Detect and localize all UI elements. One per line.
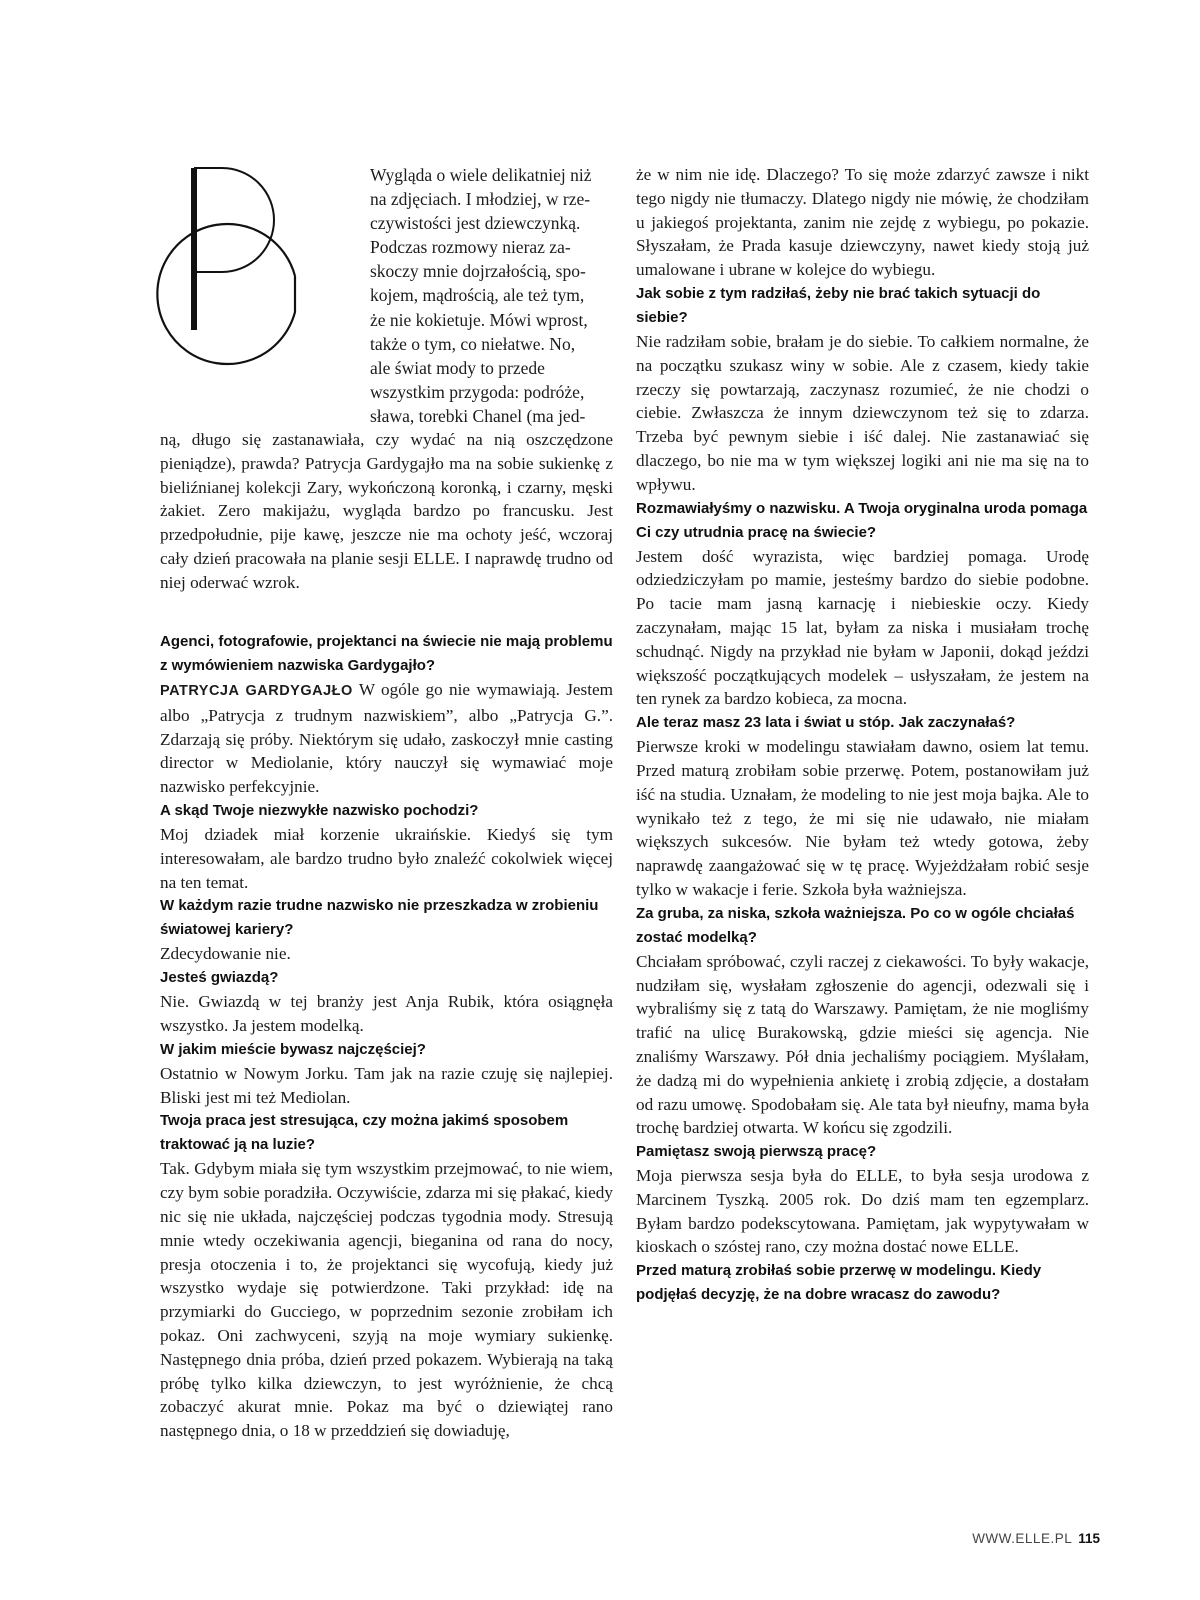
interview-answer bbox=[160, 678, 613, 799]
lead-line: Wygląda o wiele delikatniej niż bbox=[370, 165, 592, 185]
interview-answer: Zdecydowanie nie. bbox=[160, 944, 291, 964]
interview-answer: Ostatnio w Nowym Jorku. Tam jak na razie czuję się najlepiej. Bliski jest mi też Mediolan. bbox=[160, 1063, 613, 1107]
interview-column-right bbox=[636, 163, 1089, 1307]
interview-question: Agenci, fotografowie, projektanci na świecie nie mają problemu z wymówieniem nazwiska Gardygajło? bbox=[160, 633, 613, 674]
lead-line: także o tym, co niełatwe. No, bbox=[370, 333, 576, 354]
interview-column-left bbox=[160, 630, 613, 1443]
interview-answer: Nie radziłam sobie, brałam je do siebie. To całkiem normalne, że na początku szukasz winy w sobie. Ale z czasem, kiedy takie rzeczy się powtarzają, zaczynasz rozumieć, że nie chodzi o ciebie. Zwłaszcza że innym dziewczynom też się to zdarza. Trzeba być pewnym siebie i iść dalej. Nie zastanawiać się dlaczego, bo nie ma w tym większej logiki ani nie ma się na to wpływu. bbox=[636, 331, 1089, 494]
lead-line: skoczy mnie dojrzałością, spo- bbox=[370, 261, 586, 282]
interview-question: Twoja praca jest stresująca, czy można jakimś sposobem traktować ją na luzie? bbox=[160, 1112, 569, 1154]
interview-answer: Pierwsze kroki w modelingu stawiałam dawno, osiem lat temu. Przed maturą zrobiłam sobie przerwę. Potem, postanowiłam już iść na studia. Uznałam, że modeling to nie jest moja bajka. Ale to wynikało też z tego, że mi się nie udawało, nie miałam większych sukcesów. Nie byłam też wtedy gotowa, żeby naprawdę zaangażować się w tę pracę. Wyjeżdżałam robić sesje tylko w wakacje i ferie. Szkoła była ważniejsza. bbox=[636, 737, 1089, 899]
interview-question: Pamiętasz swoją pierwszą pracę? bbox=[636, 1143, 877, 1161]
interview-question: W jakim mieście bywasz najczęściej? bbox=[160, 1040, 426, 1058]
interview-question: Ale teraz masz 23 lata i świat u stóp. Jak zaczynałaś? bbox=[636, 714, 1016, 732]
lead-line: wszystkim przygoda: podróże, bbox=[370, 381, 585, 402]
interview-question: W każdym razie trudne nazwisko nie przeszkadza w zrobieniu światowej kariery? bbox=[160, 897, 599, 939]
interview-question: Przed maturą zrobiłaś sobie przerwę w modelingu. Kiedy podjęłaś decyzję, że na dobre wracasz do zawodu? bbox=[636, 1262, 1042, 1304]
interview-question: Jesteś gwiazdą? bbox=[160, 969, 279, 987]
lead-paragraph bbox=[160, 163, 613, 595]
lead-paragraph-rest: ną, długo się zastanawiała, czy wydać na nią oszczędzone pieniądze), prawda? Patrycja Gardygajło ma na sobie sukienkę z bieliźnianej kolekcji Zary, wykończoną koronką, i czarny, męski żakiet. Zero makijażu, wygląda bardzo po francusku. Jest przedpołudnie, pije kawę, jeszcze nie ma ochoty jeść, wczoraj cały dzień pracowała na planie sesji ELLE. I naprawdę trudno od niej oderwać wzrok. bbox=[160, 430, 613, 592]
lead-line: ale świat mody to przede bbox=[370, 357, 545, 378]
lead-line: czywistości jest dziewczynką. bbox=[370, 213, 581, 234]
page-number: 115 bbox=[1078, 1531, 1100, 1546]
interview-answer: Moja pierwsza sesja była do ELLE, to była sesja urodowa z Marcinem Tyszką. 2005 rok. Do dziś mam ten egzemplarz. Byłam bardzo podekscytowana. Pamiętam, jak wypytywałam w kioskach o szóstej rano, czy można dostać nowe ELLE. bbox=[636, 1166, 1089, 1257]
interview-answer: Moj dziadek miał korzenie ukraińskie. Kiedyś się tym interesowałam, ale bardzo trudno było znaleźć cokolwiek więcej na ten temat. bbox=[160, 824, 613, 892]
interview-answer: Jestem dość wyrazista, więc bardziej pomaga. Urodę odziedziczyłam po mamie, jesteśmy bardzo do siebie podobne. Po tacie mam jasną karnację i niebieskie oczy. Kiedy zaczynałam, mając 15 lat, byłam za niska i musiałam trochę schudnąć. Nigdy na przykład nie byłam w Japonii, dokąd jeździ większość początkujących modelek – usłyszałam, że jestem na ten rynek za bardzo kobieca, za mocna. bbox=[636, 546, 1089, 709]
interview-answer: Chciałam spróbować, czyli raczej z ciekawości. To były wakacje, nudziłam się, wysłałam zgłoszenie do agencji, odezwali się i wybraliśmy się z tatą do Warszawy. Pamiętam, że nie mogliśmy trafić na ulicę Burakowską, gdzie mieści się agencja. Nie znaliśmy Warszawy. Pół dnia jechaliśmy pociągiem. Myślałam, że dadzą mi do wypełnienia ankietę i zrobią zdjęcie, a dostałam od razu umowę. Spodobałam się. Ale tata był nieufny, mama była trochę bardziej otwarta. W końcu się zgodzili. bbox=[636, 951, 1089, 1138]
lead-line: kojem, mądrością, ale też tym, bbox=[370, 285, 585, 306]
interview-question: Rozmawiałyśmy o nazwisku. A Twoja oryginalna uroda pomaga Ci czy utrudnia pracę na świecie? bbox=[636, 499, 1088, 541]
lead-line: Podczas rozmowy nieraz za- bbox=[370, 237, 571, 258]
interview-question: Jak sobie z tym radziłaś, żeby nie brać takich sytuacji do siebie? bbox=[636, 284, 1041, 326]
speaker-name: PATRYCJA GARDYGAJŁO bbox=[160, 683, 353, 699]
answer-text: W ogóle go nie wymawiają. Jestem albo „Patrycja z trudnym nazwiskiem”, albo „Patrycja G.”. Zdarzają się próby. Niektórym się udało, zaskoczył mnie casting director w Mediolanie, który nauczył się wymawiać moje nazwisko perfekcyjnie. bbox=[160, 680, 613, 797]
page-footer bbox=[960, 1531, 1100, 1546]
interview-answer: Nie. Gwiazdą w tej branży jest Anja Rubik, która osiągnęła wszystko. Ja jestem modelką. bbox=[160, 992, 613, 1035]
interview-question: Za gruba, za niska, szkoła ważniejsza. Po co w ogóle chciałaś zostać modelką? bbox=[636, 904, 1075, 946]
lead-line: na zdjęciach. I młodziej, w rze- bbox=[370, 189, 591, 210]
lead-line: że nie kokietuje. Mówi wprost, bbox=[370, 309, 588, 330]
lead-line: sława, torebki Chanel (ma jed- bbox=[370, 405, 586, 426]
interview-question: A skąd Twoje niezwykłe nazwisko pochodzi? bbox=[160, 801, 479, 819]
interview-answer: że w nim nie idę. Dlaczego? To się może zdarzyć zawsze i nikt tego nigdy nie tłumaczy. Dlatego nigdy nie mówię, że chodziłam u jakiegoś projektanta, zanim nie zejdę z wybiegu, po pokazie. Słyszałam, że Prada kasuje dziewczyny, nawet kiedy stoją już umalowane i ubrane w kolejce do wybiegu. bbox=[636, 165, 1089, 280]
interview-answer: Tak. Gdybym miała się tym wszystkim przejmować, to nie wiem, czy bym sobie poradziła. Oczywiście, zdarza mi się płakać, kiedy nic się nie układa, najczęściej podczas tygodnia mody. Stresują mnie wtedy oczekiwania agencji, bieganina od rana do nocy, presja otoczenia i to, że projektanci się wycofują, kiedy już wszystko wydaje się potwierdzone. Taki przykład: idę na przymiarki do Gucciego, w poprzednim sezonie zrobiłam ich pokaz. Oni zachwyceni, szyją na moje wymiary sukienkę. Następnego dnia próba, dzień przed pokazem. Wybierają na taką próbę tylko kilka dziewczyn, to jest wyróżnienie, że chcą zobaczyć akurat mnie. Pokaz ma być o dziewiątej rano następnego dnia, o 18 w przeddzień się dowiaduję, bbox=[160, 1159, 613, 1441]
footer-website: WWW.ELLE.PL bbox=[972, 1531, 1073, 1546]
